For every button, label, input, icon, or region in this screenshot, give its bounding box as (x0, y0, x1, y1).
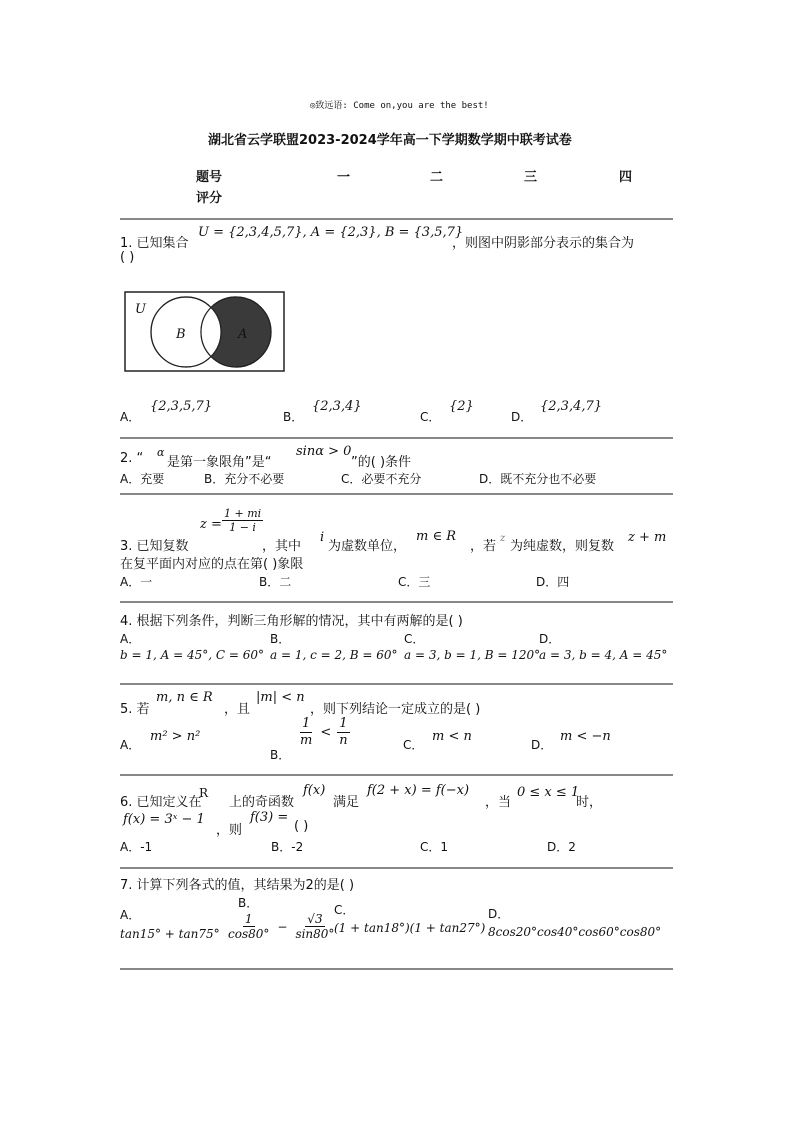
q5-option-c-label[interactable]: C． (403, 738, 424, 752)
q7-b-denominator-2: sin80° (295, 927, 335, 942)
q6-range: 0 ≤ x ≤ 1 (517, 785, 580, 800)
q6-text-c: 满足 (333, 795, 360, 810)
q3-i: i (320, 530, 325, 545)
divider (120, 867, 673, 869)
q5-option-d-value[interactable]: m < −n (560, 729, 611, 744)
q4-option-d-value[interactable]: a = 3, b = 4, A = 45° (539, 648, 668, 662)
q5-prefix: 5. 若 (120, 702, 150, 717)
q7-option-a-value[interactable]: tan15° + tan75° (120, 927, 220, 941)
divider (120, 774, 673, 776)
q6-option-a[interactable]: A．-1 (120, 840, 153, 854)
q5-b-right-numerator: 1 (339, 716, 348, 731)
q5-condition-1: m, n ∈ R (156, 690, 213, 705)
q1-paren: ( ) (120, 250, 135, 265)
q5-condition-2: |m| < n (256, 690, 305, 705)
score-col-1: 一 (337, 170, 351, 185)
q3-option-b[interactable]: B．二 (259, 575, 292, 589)
q4-option-c-label[interactable]: C． (404, 632, 425, 646)
q2-option-d[interactable]: D．既不充分也不必要 (479, 472, 597, 486)
q4-option-b-label[interactable]: B． (270, 632, 291, 646)
q5-b-right-denominator: n (339, 732, 348, 748)
q7-option-c-label[interactable]: C． (334, 903, 355, 917)
q3-m-in-r: m ∈ R (416, 529, 457, 544)
q6-ask: f(3) = (250, 810, 289, 825)
q2-alpha: α (157, 446, 165, 459)
q5-b-left-denominator: m (300, 732, 313, 748)
q6-text-e: 时， (576, 795, 603, 810)
score-table-label-score: 评分 (196, 191, 223, 206)
q7-option-c-value[interactable]: (1 + tan18°)(1 + tan27°) (334, 921, 486, 935)
q1-suffix: ，则图中阴影部分表示的集合为 (452, 236, 635, 251)
q3-text-c: 为虚数单位， (328, 539, 407, 554)
q6-option-c[interactable]: C．1 (420, 840, 449, 854)
q5-b-less-than: < (320, 724, 332, 740)
q7-text: 7. 计算下列各式的值，其结果为2的是( ) (120, 878, 355, 893)
q3-fraction-denominator: 1 − i (229, 521, 256, 535)
q5-option-b-value[interactable] (298, 716, 350, 748)
q7-b-minus: − (277, 919, 288, 934)
score-col-2: 二 (430, 170, 444, 185)
q6-text-b: 上的奇函数 (229, 795, 295, 810)
q7-option-a-label[interactable]: A． (120, 908, 141, 922)
q3-fraction (222, 507, 263, 534)
q5-option-b-label[interactable]: B． (270, 748, 291, 762)
q7-option-b-value[interactable] (226, 912, 336, 942)
q1-option-c-value[interactable]: {2} (449, 399, 474, 414)
q3-fraction-numerator: 1 + mi (224, 507, 262, 520)
q5-option-a-value[interactable]: m² > n² (150, 729, 201, 744)
motto-text: ◎致远语: Come on,you are the best! (310, 101, 489, 111)
venn-diagram (124, 291, 286, 373)
q3-option-d[interactable]: D．四 (536, 575, 570, 589)
q3-z-plus-m: z + m (628, 530, 667, 545)
q5-option-a-label[interactable]: A． (120, 738, 141, 752)
q6-r: R (199, 786, 209, 800)
q1-option-d-value[interactable]: {2,3,4,7} (540, 399, 603, 414)
q6-option-d[interactable]: D．2 (547, 840, 576, 854)
q6-fx: f(x) (303, 783, 326, 798)
q1-option-a-value[interactable]: {2,3,5,7} (150, 399, 213, 414)
divider (120, 218, 673, 220)
q4-text: 4. 根据下列条件，判断三角形解的情况，其中有两解的是( ) (120, 614, 463, 629)
q5-option-d-label[interactable]: D． (531, 738, 553, 752)
q2-expression: sinα > 0 (296, 444, 352, 459)
q4-option-a-value[interactable]: b = 1, A = 45°, C = 60° (120, 648, 265, 662)
venn-label-a: A (238, 327, 248, 342)
q4-option-a-label[interactable]: A． (120, 632, 141, 646)
score-col-3: 三 (524, 170, 538, 185)
q3-option-c[interactable]: C．三 (398, 575, 431, 589)
q6-paren: ( ) (294, 819, 309, 834)
q5-b-left-numerator: 1 (302, 716, 311, 731)
q3-z: z (500, 533, 506, 544)
score-col-4: 四 (619, 170, 633, 185)
q2-text-a: 2. “ (120, 451, 144, 466)
q7-b-denominator-1: cos80° (228, 927, 270, 942)
q1-option-a-label[interactable]: A． (120, 410, 141, 424)
q5-option-c-value[interactable]: m < n (432, 729, 472, 744)
venn-label-u: U (135, 302, 146, 317)
q1-option-b-label[interactable]: B． (283, 410, 304, 424)
q1-option-d-label[interactable]: D． (511, 410, 533, 424)
q7-b-numerator-1: 1 (244, 912, 253, 926)
q3-text-a: 3. 已知复数 (120, 539, 189, 554)
divider (120, 968, 673, 970)
divider (120, 437, 673, 439)
q6-condition: f(2 + x) = f(−x) (367, 783, 470, 798)
q5-mid: ，且 (224, 702, 251, 717)
divider (120, 601, 673, 603)
q7-option-d-value[interactable]: 8cos20°cos40°cos60°cos80° (488, 925, 662, 939)
q4-option-b-value[interactable]: a = 1, c = 2, B = 60° (270, 648, 398, 662)
divider (120, 683, 673, 685)
q6-definition: f(x) = 3ˣ − 1 (123, 812, 205, 827)
q7-b-numerator-2: √3 (307, 912, 323, 926)
page-title: 湖北省云学联盟2023-2024学年高一下学期数学期中联考试卷 (208, 133, 572, 148)
q6-option-b[interactable]: B．-2 (271, 840, 304, 854)
venn-label-b: B (176, 327, 186, 342)
q1-prefix: 1. 已知集合 (120, 236, 189, 251)
q7-option-d-label[interactable]: D． (488, 907, 510, 921)
q2-option-b[interactable]: B．充分不必要 (204, 472, 285, 486)
q3-z-equals: z = (200, 517, 222, 532)
q6-text-a: 6. 已知定义在 (120, 795, 202, 810)
q2-text-b: 是第一象限角”是“ (167, 455, 272, 470)
q6-text-f: ，则 (216, 823, 243, 838)
q7-option-b-label[interactable]: B． (238, 896, 259, 910)
q3-text-d: ，若 (470, 539, 497, 554)
q1-option-b-value[interactable]: {2,3,4} (312, 399, 362, 414)
q4-option-d-label[interactable]: D． (539, 632, 561, 646)
q3-text-b: ，其中 (262, 539, 302, 554)
q6-text-d: ，当 (485, 795, 512, 810)
q3-option-a[interactable]: A．一 (120, 575, 153, 589)
q2-text-c: ”的( )条件 (351, 455, 412, 470)
q3-line-2: 在复平面内对应的点在第( )象限 (120, 557, 304, 572)
divider (120, 493, 673, 495)
q2-option-c[interactable]: C．必要不充分 (341, 472, 422, 486)
q1-set-expression: U = {2,3,4,5,7}, A = {2,3}, B = {3,5,7} (198, 225, 464, 240)
q2-option-a[interactable]: A．充要 (120, 472, 165, 486)
q1-option-c-label[interactable]: C． (420, 410, 441, 424)
score-table-label-number: 题号 (196, 170, 223, 185)
q3-text-e: 为纯虚数，则复数 (510, 539, 615, 554)
q4-option-c-value[interactable]: a = 3, b = 1, B = 120° (404, 648, 541, 662)
q5-suffix: ，则下列结论一定成立的是( ) (310, 702, 481, 717)
